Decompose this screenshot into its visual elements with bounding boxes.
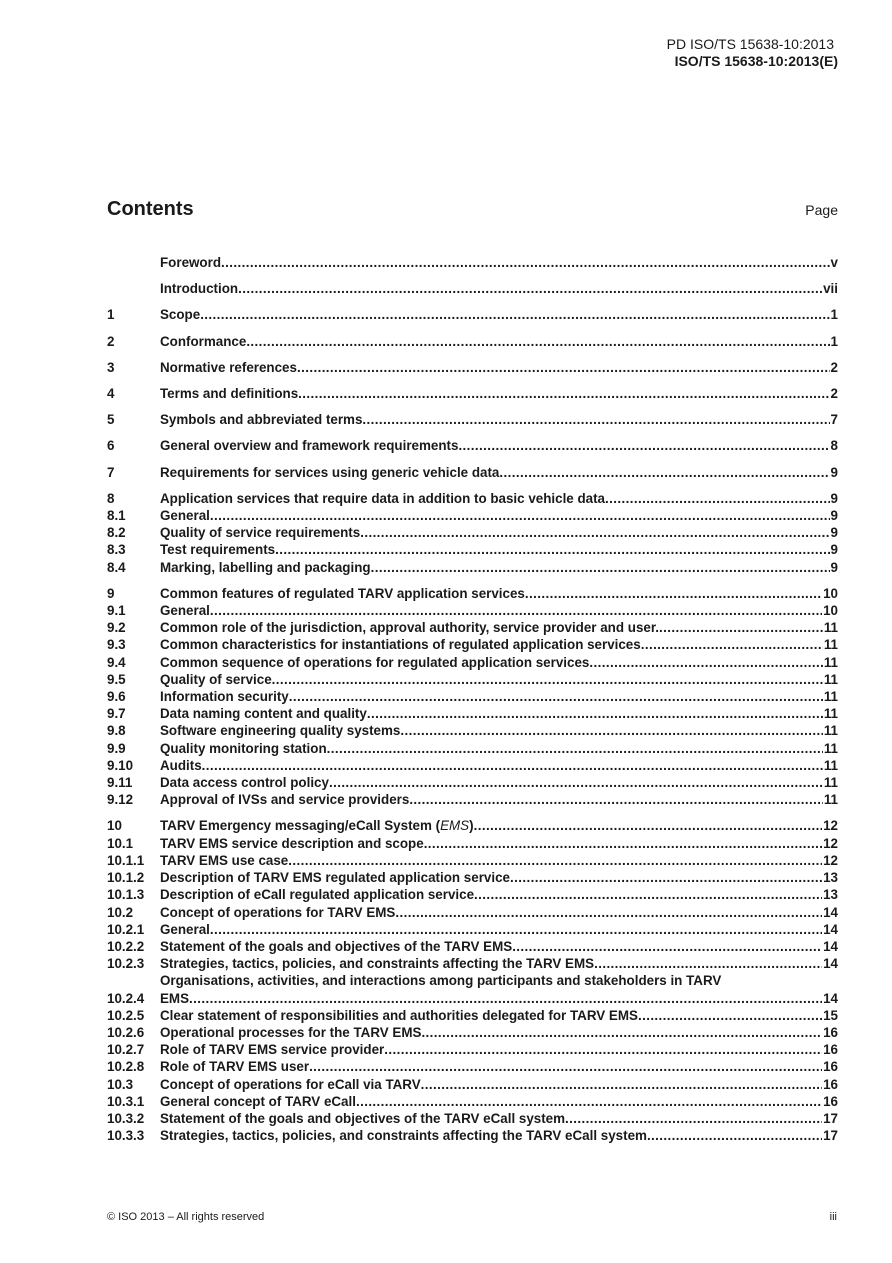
toc-entry-number: 9.9: [107, 740, 126, 756]
toc-entry[interactable]: [107, 1041, 838, 1058]
toc-entry-title-group: [160, 385, 830, 402]
toc-entry-title: Audits: [160, 757, 202, 773]
toc-entry-title-group: [160, 1058, 822, 1075]
toc-entry-number: 10.2.3: [107, 956, 145, 972]
toc-entry-title-group: [160, 1076, 822, 1093]
toc-entry-title: Description of TARV EMS regulated application service: [160, 870, 510, 886]
toc-entry[interactable]: [107, 817, 838, 834]
toc-entry[interactable]: [107, 280, 838, 297]
dot-leader: [474, 886, 822, 903]
toc-entry-number: 1: [107, 307, 115, 323]
toc-entry-page: 14: [823, 938, 838, 954]
toc-entry-page: 10: [823, 585, 838, 601]
toc-entry-number: 10.3.3: [107, 1128, 145, 1144]
toc-entry-number: 10.2.4: [107, 990, 145, 1006]
dot-leader: [384, 1041, 822, 1058]
toc-entry[interactable]: [107, 507, 838, 524]
toc-entry-title-group: [160, 359, 830, 376]
dot-leader: [210, 921, 822, 938]
toc-entry-title: Software engineering quality systems: [160, 723, 401, 739]
toc-entry-title-group: [160, 1127, 822, 1144]
toc-entry-number: 10.3.1: [107, 1093, 145, 1109]
toc-entry-page: 11: [823, 775, 838, 791]
toc-entry[interactable]: [107, 585, 838, 602]
toc-entry-title-group: [160, 306, 830, 323]
toc-entry-title: [160, 817, 474, 834]
toc-entry-number: 10.2.1: [107, 921, 145, 937]
toc-entry-title: Normative references: [160, 359, 297, 375]
dot-leader: [367, 705, 823, 722]
toc-entry-title: Quality monitoring station: [160, 740, 327, 756]
toc-entry[interactable]: [107, 938, 838, 955]
toc-entry-page: 9: [830, 508, 838, 524]
toc-entry-title: Strategies, tactics, policies, and constraints affecting the TARV eCall system: [160, 1128, 647, 1144]
toc-entry-page: 17: [823, 1110, 838, 1126]
toc-entry[interactable]: [107, 541, 838, 558]
toc-entry-page: 11: [823, 706, 838, 722]
toc-entry-title: Clear statement of responsibilities and authorities delegated for TARV EMS: [160, 1007, 638, 1023]
toc-entry-page: 15: [823, 1007, 838, 1023]
toc-entry-number: 9.7: [107, 706, 126, 722]
dot-leader: [200, 306, 829, 323]
toc-entry-title-group: [160, 411, 830, 428]
toc-entry-page: 13: [823, 887, 838, 903]
toc-entry-title-group: [160, 904, 822, 921]
toc-entry[interactable]: [107, 1058, 838, 1075]
toc-entry[interactable]: [107, 705, 838, 722]
toc-entry-title: Data naming content and quality: [160, 706, 367, 722]
toc-entry-title: Application services that require data in addition to basic vehicle data: [160, 490, 605, 506]
toc-entry[interactable]: [107, 254, 838, 271]
toc-entry-title-group: [160, 654, 823, 671]
toc-entry-title: Requirements for services using generic vehicle data: [160, 464, 500, 480]
toc-entry-title-group: [160, 1041, 822, 1058]
toc-entry-page: 16: [823, 1024, 838, 1040]
dot-leader: [272, 671, 823, 688]
toc-entry-page: v: [830, 255, 838, 270]
toc-entry-title: Operational processes for the TARV EMS: [160, 1024, 422, 1040]
toc-entry-number: 2: [107, 333, 115, 349]
toc-entry-title-group: [160, 1007, 822, 1024]
toc-entry-title: Terms and definitions: [160, 386, 299, 402]
toc-entry[interactable]: [107, 654, 838, 671]
toc-entry-title: Common sequence of operations for regulated application services: [160, 654, 590, 670]
toc-entry-title-group: [160, 757, 823, 774]
toc-entry-title: Scope: [160, 307, 201, 323]
toc-entry-page: 11: [823, 637, 838, 653]
dot-leader: [356, 1093, 822, 1110]
dot-leader: [525, 585, 822, 602]
toc-entry-title-line2-row: [160, 990, 838, 1007]
toc-entry-title-line1: Organisations, activities, and interactions among participants and stakeholders in TARV: [160, 973, 722, 989]
toc-entry[interactable]: [107, 1007, 838, 1024]
toc-entry-number: 10.2.6: [107, 1024, 145, 1040]
toc-entry-page: 9: [830, 559, 838, 575]
dot-leader: [474, 817, 823, 834]
toc-entry[interactable]: [107, 1127, 838, 1144]
toc-entry-page: 8: [830, 438, 838, 454]
toc-entry-page: 16: [823, 1042, 838, 1058]
toc-entry-title-group: [160, 705, 823, 722]
toc-entry[interactable]: [107, 688, 838, 705]
toc-entry[interactable]: [107, 791, 838, 808]
toc-entry[interactable]: [107, 852, 838, 869]
toc-spacer: [107, 350, 838, 359]
toc-entry-number: 8.1: [107, 508, 126, 524]
dot-leader: [289, 688, 823, 705]
toc-entry-title: Common role of the jurisdiction, approval authority, service provider and user.: [160, 620, 660, 636]
toc-entry-title: Introduction: [160, 281, 239, 297]
toc-spacer: [107, 402, 838, 411]
toc-entry-page: 1: [830, 307, 838, 323]
toc-entry-title: Conformance: [160, 333, 247, 349]
toc-entry-title: Statement of the goals and objectives of the TARV eCall system: [160, 1110, 566, 1126]
toc-entry-title-group: [160, 938, 822, 955]
toc-entry-number: 9.1: [107, 603, 126, 619]
toc-entry-title-group: [160, 740, 823, 757]
dot-leader: [605, 490, 830, 507]
dot-leader: [512, 938, 822, 955]
toc-entry-title: Data access control policy: [160, 775, 329, 791]
dot-leader: [659, 619, 823, 636]
toc-entry-number: 8: [107, 490, 115, 506]
toc-entry-title-group: [160, 1110, 822, 1127]
toc-entry-title-group: [160, 722, 823, 739]
toc-entry[interactable]: [107, 972, 838, 1006]
toc-entry[interactable]: [107, 602, 838, 619]
toc-entry-title-part: ): [469, 818, 474, 834]
toc-entry[interactable]: [107, 619, 838, 636]
dot-leader: [298, 385, 829, 402]
dot-leader: [395, 904, 822, 921]
toc-entry-page: 14: [823, 921, 838, 937]
toc-entry-number: 7: [107, 464, 115, 480]
page-number: iii: [829, 1211, 837, 1223]
toc-entry-page: 1: [830, 333, 838, 349]
toc-entry-title-group: [160, 955, 822, 972]
toc-entry-page: 11: [823, 792, 838, 808]
dot-leader: [565, 1110, 822, 1127]
toc-entry-title: Common features of regulated TARV application services: [160, 585, 525, 601]
toc-entry[interactable]: [107, 306, 838, 323]
toc-entry-number: 10.2.7: [107, 1042, 145, 1058]
toc-entry-title-group: [160, 636, 823, 653]
toc-entry-page: 11: [823, 620, 838, 636]
toc-entry-page: 14: [823, 956, 838, 972]
dot-leader: [371, 559, 830, 576]
toc-entry-title-group: [160, 602, 822, 619]
toc-spacer: [107, 297, 838, 306]
contents-title: Contents: [107, 198, 194, 220]
toc-entry-title-group: [160, 1093, 822, 1110]
toc-entry-title: Statement of the goals and objectives of the TARV EMS: [160, 938, 513, 954]
toc-spacer: [107, 324, 838, 333]
toc-entry-title-group: [160, 437, 830, 454]
toc-spacer: [107, 428, 838, 437]
dot-leader: [210, 507, 830, 524]
toc-entry-page: 11: [823, 757, 838, 773]
toc-entry-title-group: [160, 585, 822, 602]
toc-entry-title: Concept of operations for TARV EMS: [160, 904, 396, 920]
toc-entry-page: 11: [823, 723, 838, 739]
toc-entry-title: Role of TARV EMS service provider: [160, 1042, 385, 1058]
toc-entry-title: General: [160, 603, 210, 619]
dot-leader: [202, 757, 823, 774]
toc-entry-title-group: [160, 254, 830, 271]
toc-spacer: [107, 455, 838, 464]
toc-entry-page: 12: [823, 852, 838, 868]
toc-entry-title-group: [160, 817, 822, 834]
toc-entry[interactable]: [107, 671, 838, 688]
toc-entry-page: 9: [830, 490, 838, 506]
toc-entry-title-group: [160, 688, 823, 705]
dot-leader: [594, 955, 822, 972]
toc-entry-number: 10: [107, 818, 122, 834]
dot-leader: [238, 280, 822, 297]
toc-entry-number: 9.3: [107, 637, 126, 653]
dot-leader: [275, 541, 829, 558]
toc-entry-title-group: [160, 507, 830, 524]
toc-entry-number: 3: [107, 359, 115, 375]
toc-entry-title: General: [160, 508, 210, 524]
toc-entry-title: Quality of service requirements: [160, 525, 361, 541]
dot-leader: [510, 869, 822, 886]
toc-entry-number: 9.8: [107, 723, 126, 739]
toc-entry[interactable]: [107, 490, 838, 507]
toc-entry-number: 8.3: [107, 542, 126, 558]
toc-entry-page: 10: [823, 603, 838, 619]
toc-entry-number: 9: [107, 585, 115, 601]
toc-entry[interactable]: [107, 524, 838, 541]
toc-entry-number: 9.10: [107, 757, 134, 773]
toc-entry-page: 2: [830, 386, 838, 402]
toc-entry-title: Symbols and abbreviated terms: [160, 412, 363, 428]
toc-entry-page: 16: [823, 1076, 838, 1092]
document-id: PD ISO/TS 15638-10:2013: [666, 36, 834, 52]
toc-spacer: [107, 576, 838, 585]
dot-leader: [638, 1007, 822, 1024]
toc-entry-title-group: [160, 852, 822, 869]
toc-entry-title-line2: EMS: [160, 990, 190, 1006]
toc-entry-page: 14: [823, 904, 838, 920]
toc-entry-title-emphasis: EMS: [440, 818, 470, 834]
toc-entry-title-part: TARV Emergency messaging/eCall System (: [160, 818, 441, 834]
toc-entry-title-group: [160, 619, 823, 636]
dot-leader: [458, 437, 829, 454]
toc-entry[interactable]: [107, 559, 838, 576]
toc-entry-number: 10.1.2: [107, 870, 145, 886]
toc-entry-number: 10.2.5: [107, 1007, 145, 1023]
toc-entry-page: 17: [823, 1128, 838, 1144]
toc-entry[interactable]: [107, 774, 838, 791]
toc-entry[interactable]: [107, 333, 838, 350]
toc-entry-page: 9: [830, 525, 838, 541]
toc-entry[interactable]: [107, 359, 838, 376]
toc-entry-page: vii: [823, 281, 838, 297]
dot-leader: [327, 740, 823, 757]
toc-entry-title-group: [160, 333, 830, 350]
dot-leader: [409, 791, 823, 808]
toc-entry[interactable]: [107, 411, 838, 428]
toc-entry-page: 11: [823, 689, 838, 705]
toc-entry[interactable]: [107, 757, 838, 774]
toc-entry-number: 10.1.3: [107, 887, 145, 903]
toc-entry[interactable]: [107, 722, 838, 739]
toc-entry-title: Marking, labelling and packaging: [160, 559, 371, 575]
toc-entry-number: 9.4: [107, 654, 126, 670]
toc-entry-title: Common characteristics for instantiations of regulated application services: [160, 637, 641, 653]
toc-entry-title-group: [160, 972, 838, 1006]
toc-entry[interactable]: [107, 636, 838, 653]
toc-entry-title-group: [160, 464, 830, 481]
toc-entry-title-group: [160, 541, 830, 558]
toc-entry-title: Foreword: [160, 255, 222, 270]
dot-leader: [309, 1058, 822, 1075]
dot-leader: [499, 464, 829, 481]
toc-entry-title: General: [160, 921, 210, 937]
toc-entry[interactable]: [107, 835, 838, 852]
toc-entry[interactable]: [107, 1110, 838, 1127]
toc-entry-page: 11: [823, 740, 838, 756]
toc-entry-title: Quality of service: [160, 671, 272, 687]
dot-leader: [421, 1076, 822, 1093]
dot-leader: [221, 254, 830, 271]
toc-entry-page: 13: [823, 870, 838, 886]
toc-entry-number: 10.3.2: [107, 1110, 145, 1126]
toc-entry-title-group: [160, 835, 822, 852]
toc-entry[interactable]: [107, 904, 838, 921]
toc-entry-number: 10.2: [107, 904, 134, 920]
dot-leader: [400, 722, 822, 739]
toc-spacer: [107, 271, 838, 280]
toc-entry-title-group: [160, 671, 823, 688]
toc-entry[interactable]: [107, 886, 838, 903]
toc-entry-title-group: [160, 921, 822, 938]
toc-entry-title: Description of eCall regulated application service: [160, 887, 475, 903]
toc-entry-title-group: [160, 280, 822, 297]
copyright-notice: © ISO 2013 – All rights reserved: [107, 1211, 265, 1223]
toc-entry-page: 11: [823, 671, 838, 687]
toc-entry-page: 12: [823, 818, 838, 834]
toc-entry-title: Role of TARV EMS user: [160, 1059, 310, 1075]
toc-entry-number: 5: [107, 412, 115, 428]
toc-entry-page: 16: [823, 1093, 838, 1109]
toc-spacer: [107, 376, 838, 385]
toc-entry-number: 10.2.8: [107, 1059, 145, 1075]
dot-leader: [210, 602, 822, 619]
table-of-contents: [107, 254, 838, 1144]
toc-spacer: [107, 808, 838, 817]
toc-entry-title: TARV EMS service description and scope: [160, 835, 424, 851]
toc-entry-number: 8.4: [107, 559, 126, 575]
toc-entry-title: Approval of IVSs and service providers: [160, 792, 410, 808]
dot-leader: [362, 411, 829, 428]
toc-entry[interactable]: [107, 437, 838, 454]
toc-entry-title: Test requirements: [160, 542, 276, 558]
toc-entry[interactable]: [107, 921, 838, 938]
page-column-label: Page: [805, 202, 838, 218]
dot-leader: [189, 990, 822, 1007]
toc-entry[interactable]: [107, 955, 838, 972]
toc-entry-title: Strategies, tactics, policies, and constraints affecting the TARV EMS: [160, 956, 595, 972]
toc-entry-page: 16: [823, 1059, 838, 1075]
toc-entry[interactable]: [107, 1093, 838, 1110]
dot-leader: [360, 524, 829, 541]
toc-entry-number: 9.2: [107, 620, 126, 636]
dot-leader: [589, 654, 822, 671]
toc-entry[interactable]: [107, 869, 838, 886]
toc-entry-page: 9: [830, 542, 838, 558]
toc-entry[interactable]: [107, 1024, 838, 1041]
toc-entry-number: 6: [107, 438, 115, 454]
toc-entry-page: 7: [830, 412, 838, 428]
toc-entry-page: 12: [823, 835, 838, 851]
toc-entry-title: General overview and framework requirements: [160, 438, 459, 454]
document-id-edition: ISO/TS 15638-10:2013(E): [674, 53, 838, 69]
toc-entry-title-group: [160, 559, 830, 576]
toc-entry-number: 8.2: [107, 525, 126, 541]
toc-entry[interactable]: [107, 464, 838, 481]
dot-leader: [329, 774, 823, 791]
toc-entry-title-group: [160, 869, 822, 886]
toc-entry-number: 9.12: [107, 792, 134, 808]
toc-entry-title-group: [160, 524, 830, 541]
dot-leader: [288, 852, 822, 869]
dot-leader: [297, 359, 830, 376]
toc-entry[interactable]: [107, 1076, 838, 1093]
toc-entry-number: 10.1: [107, 835, 134, 851]
toc-entry-page: 2: [830, 359, 838, 375]
toc-entry-title-group: [160, 886, 822, 903]
toc-entry-page: 9: [830, 464, 838, 480]
toc-entry-title: Concept of operations for eCall via TARV: [160, 1076, 421, 1092]
toc-entry-number: 9.6: [107, 689, 126, 705]
toc-entry-title: TARV EMS use case: [160, 852, 289, 868]
toc-entry-title: Information security: [160, 689, 289, 705]
toc-entry-number: 9.11: [107, 775, 133, 791]
toc-entry[interactable]: [107, 740, 838, 757]
toc-spacer: [107, 481, 838, 490]
toc-entry-page: 11: [823, 654, 838, 670]
toc-entry-page: 14: [823, 990, 838, 1006]
toc-entry-number: 10.2.2: [107, 938, 145, 954]
toc-entry-title-group: [160, 791, 823, 808]
dot-leader: [647, 1127, 822, 1144]
dot-leader: [246, 333, 829, 350]
toc-entry-title-group: [160, 1024, 822, 1041]
toc-entry-number: 4: [107, 386, 115, 402]
toc-entry-number: 10.1.1: [107, 852, 145, 868]
toc-entry-number: 9.5: [107, 671, 126, 687]
toc-entry-title: General concept of TARV eCall: [160, 1093, 356, 1109]
toc-entry[interactable]: [107, 385, 838, 402]
toc-entry-number: 10.3: [107, 1076, 134, 1092]
dot-leader: [424, 835, 822, 852]
dot-leader: [421, 1024, 822, 1041]
toc-entry-title-group: [160, 774, 823, 791]
dot-leader: [641, 636, 823, 653]
toc-entry-title-group: [160, 490, 830, 507]
